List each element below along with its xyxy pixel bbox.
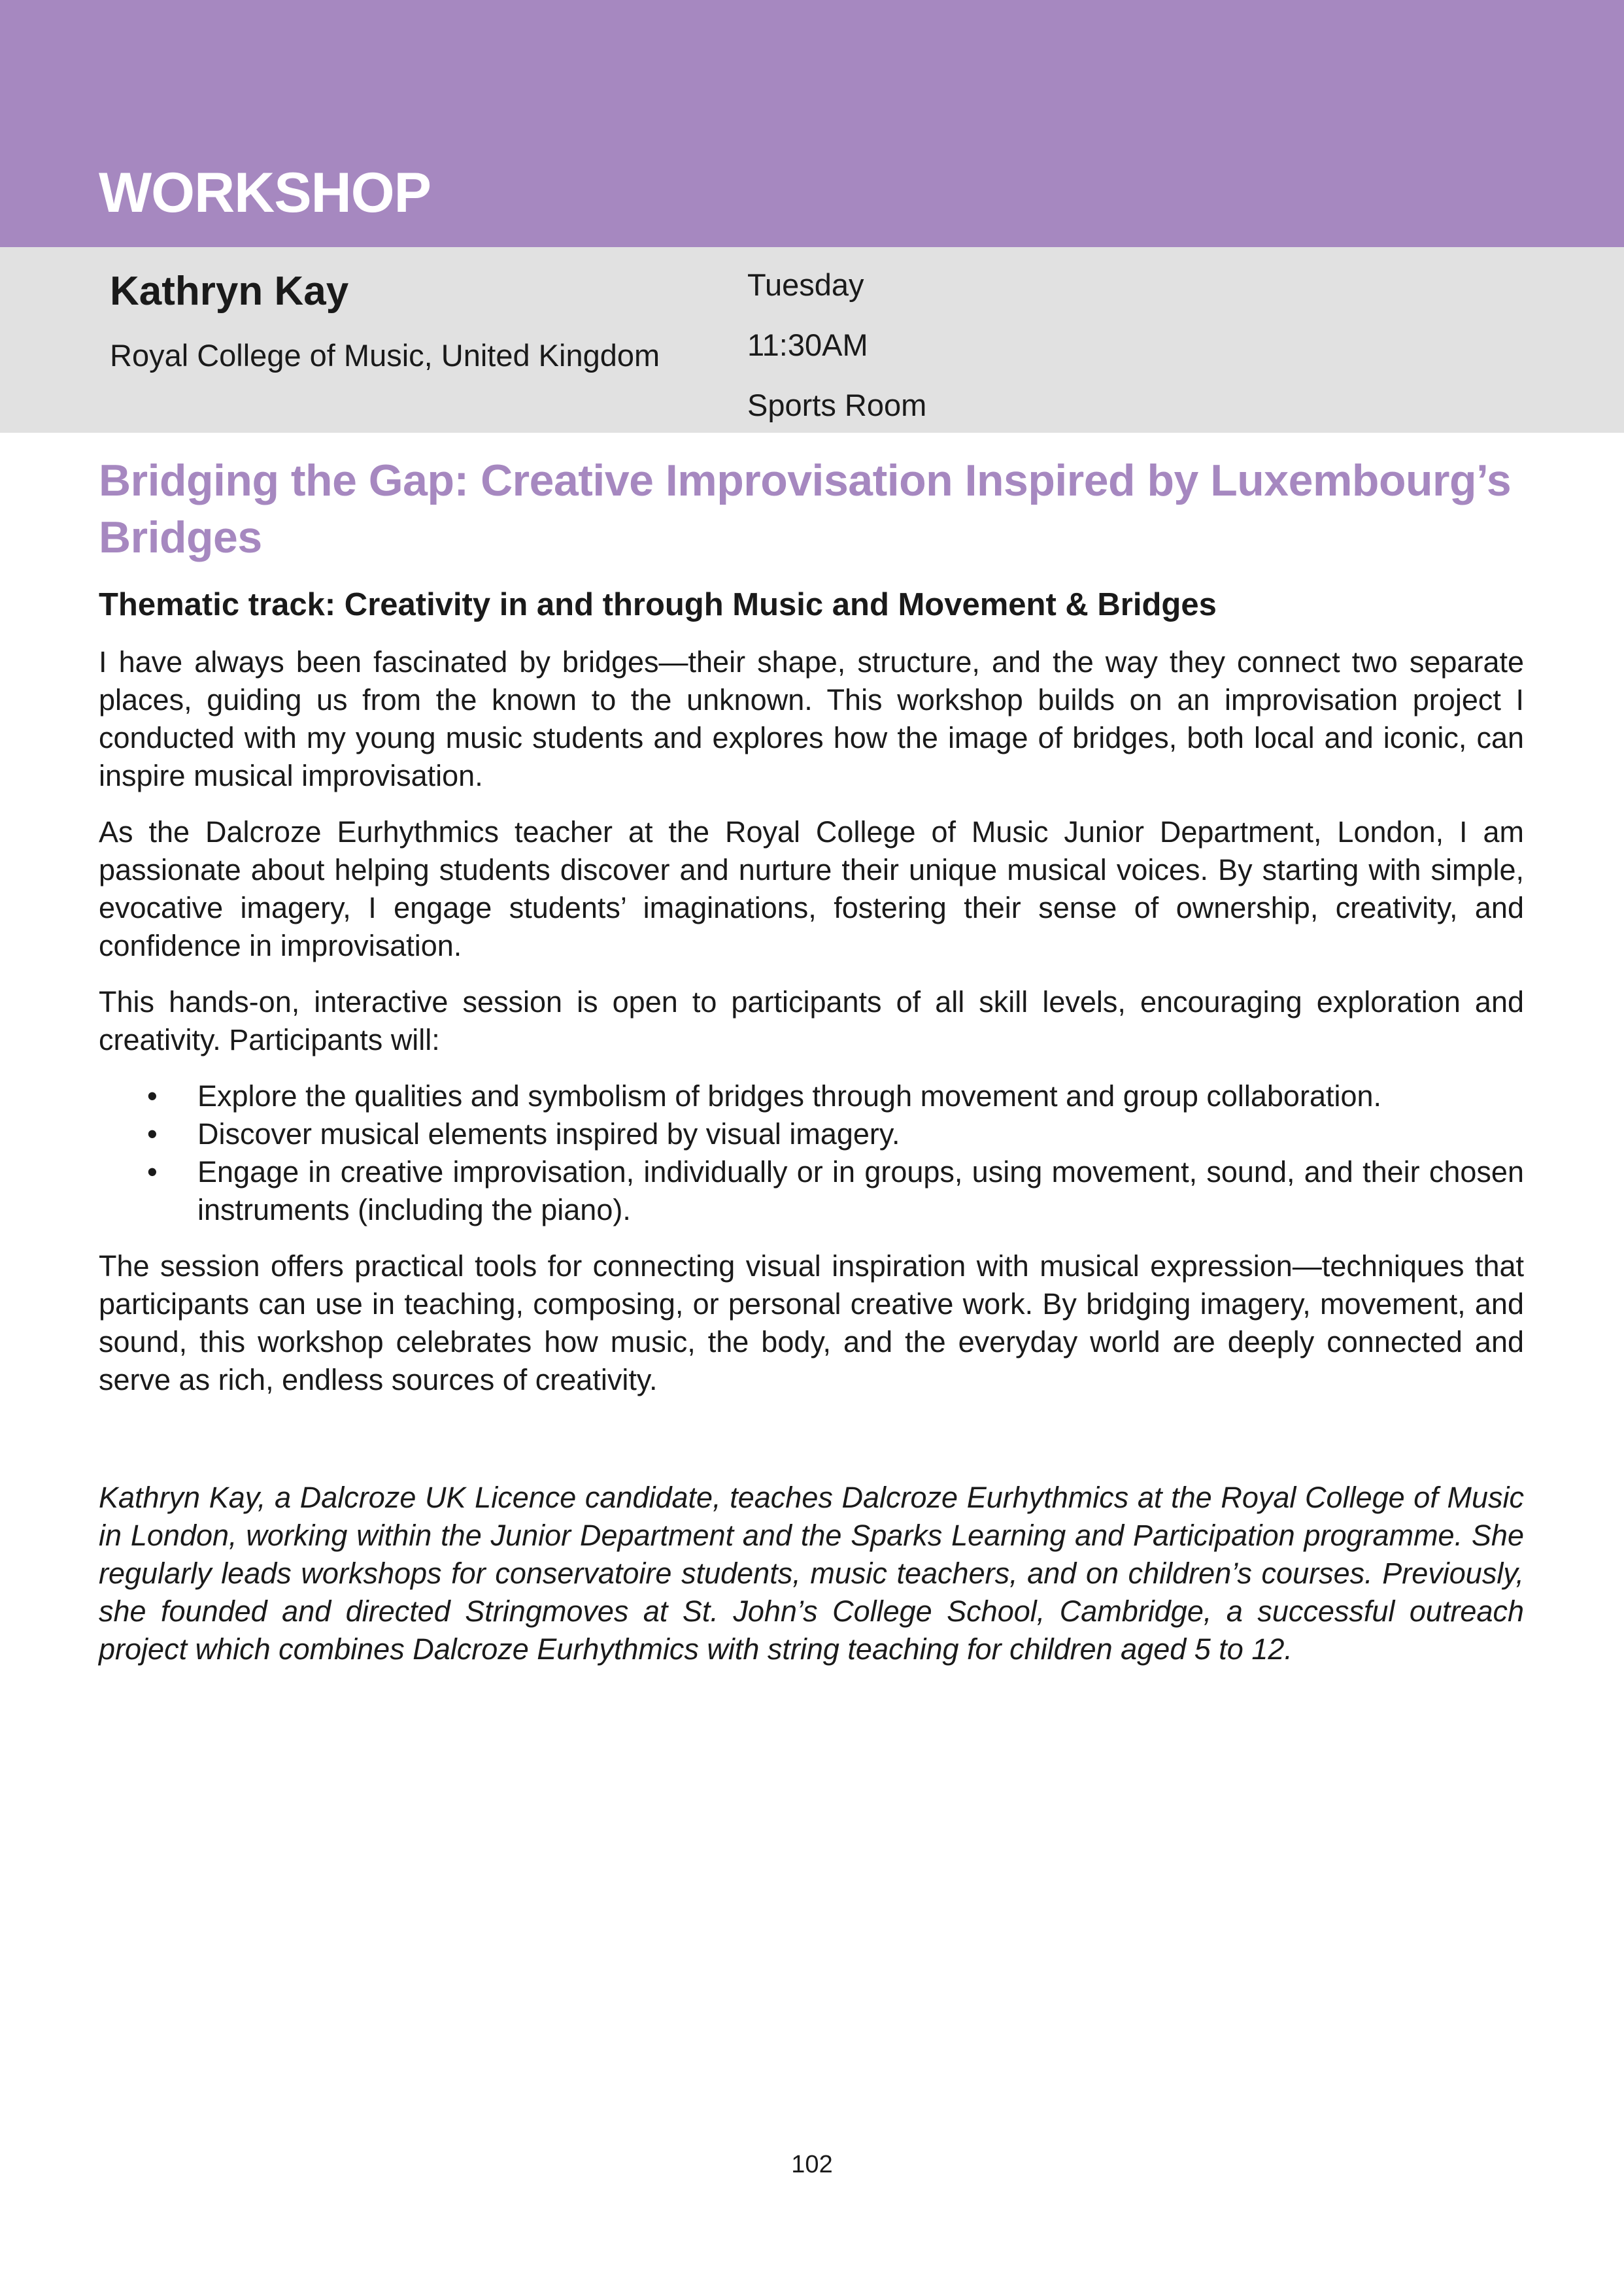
section-label: WORKSHOP (99, 161, 431, 224)
session-day: Tuesday (747, 267, 864, 302)
speaker-bio: Kathryn Kay, a Dalcroze UK Licence candidate, teaches Dalcroze Eurhythmics at the Royal College of Music in London, working within the Junior Department and the Sparks Learning and Participation programme. She regularly leads workshops for conservatoire students, music teachers, and on children’s courses. Previously, she founded and directed Stringmoves at St. John’s College School, Cambridge, a successful outreach project which combines Dalcroze Eurhythmics with string teaching for children aged 5 to 12. (99, 1481, 1524, 1666)
list-item (99, 1077, 1524, 1115)
list-item-text: Engage in creative improvisation, individually or in groups, using movement, sound, and their chosen instruments (including the piano). (197, 1155, 1524, 1226)
session-title: Bridging the Gap: Creative Improvisation Inspired by Luxembourg’s Bridges (99, 456, 1512, 562)
bullet-icon: • (147, 1079, 158, 1113)
page-number: 102 (791, 2151, 833, 2178)
speaker-name: Kathryn Kay (110, 269, 349, 314)
list-item (99, 1115, 1524, 1153)
bullet-icon: • (147, 1117, 158, 1151)
body-paragraph: This hands-on, interactive session is open to participants of all skill levels, encouraging exploration and creativity. Participants will: (99, 985, 1524, 1056)
participant-list (99, 1077, 1524, 1229)
list-item (99, 1153, 1524, 1229)
list-item-text: Discover musical elements inspired by visual imagery. (197, 1117, 900, 1151)
session-room: Sports Room (747, 388, 927, 422)
bullet-icon: • (147, 1155, 158, 1189)
body-paragraph: I have always been fascinated by bridges—their shape, structure, and the way they connect two separate places, guiding us from the known to the unknown. This workshop builds on an improvisation project I conducted with my young music students and explores how the image of bridges, both local and iconic, can inspire musical improvisation. (99, 645, 1524, 792)
body-paragraph: As the Dalcroze Eurhythmics teacher at the Royal College of Music Junior Department, London, I am passionate about helping students discover and nurture their unique musical voices. By starting with simple, evocative imagery, I engage students’ imaginations, fostering their sense of ownership, creativity, and confidence in improvisation. (99, 815, 1524, 962)
closing-paragraph: The session offers practical tools for connecting visual inspiration with musical expression—techniques that participants can use in teaching, composing, or personal creative work. By bridging imagery, movement, and sound, this workshop celebrates how music, the body, and the everyday world are deeply connected and serve as rich, endless sources of creativity. (99, 1249, 1524, 1396)
thematic-track: Thematic track: Creativity in and through Music and Movement & Bridges (99, 587, 1217, 622)
session-content (99, 452, 1524, 1668)
speaker-affiliation: Royal College of Music, United Kingdom (110, 338, 660, 373)
session-time: 11:30AM (747, 328, 868, 362)
list-item-text: Explore the qualities and symbolism of bridges through movement and group collaboration. (197, 1079, 1382, 1113)
